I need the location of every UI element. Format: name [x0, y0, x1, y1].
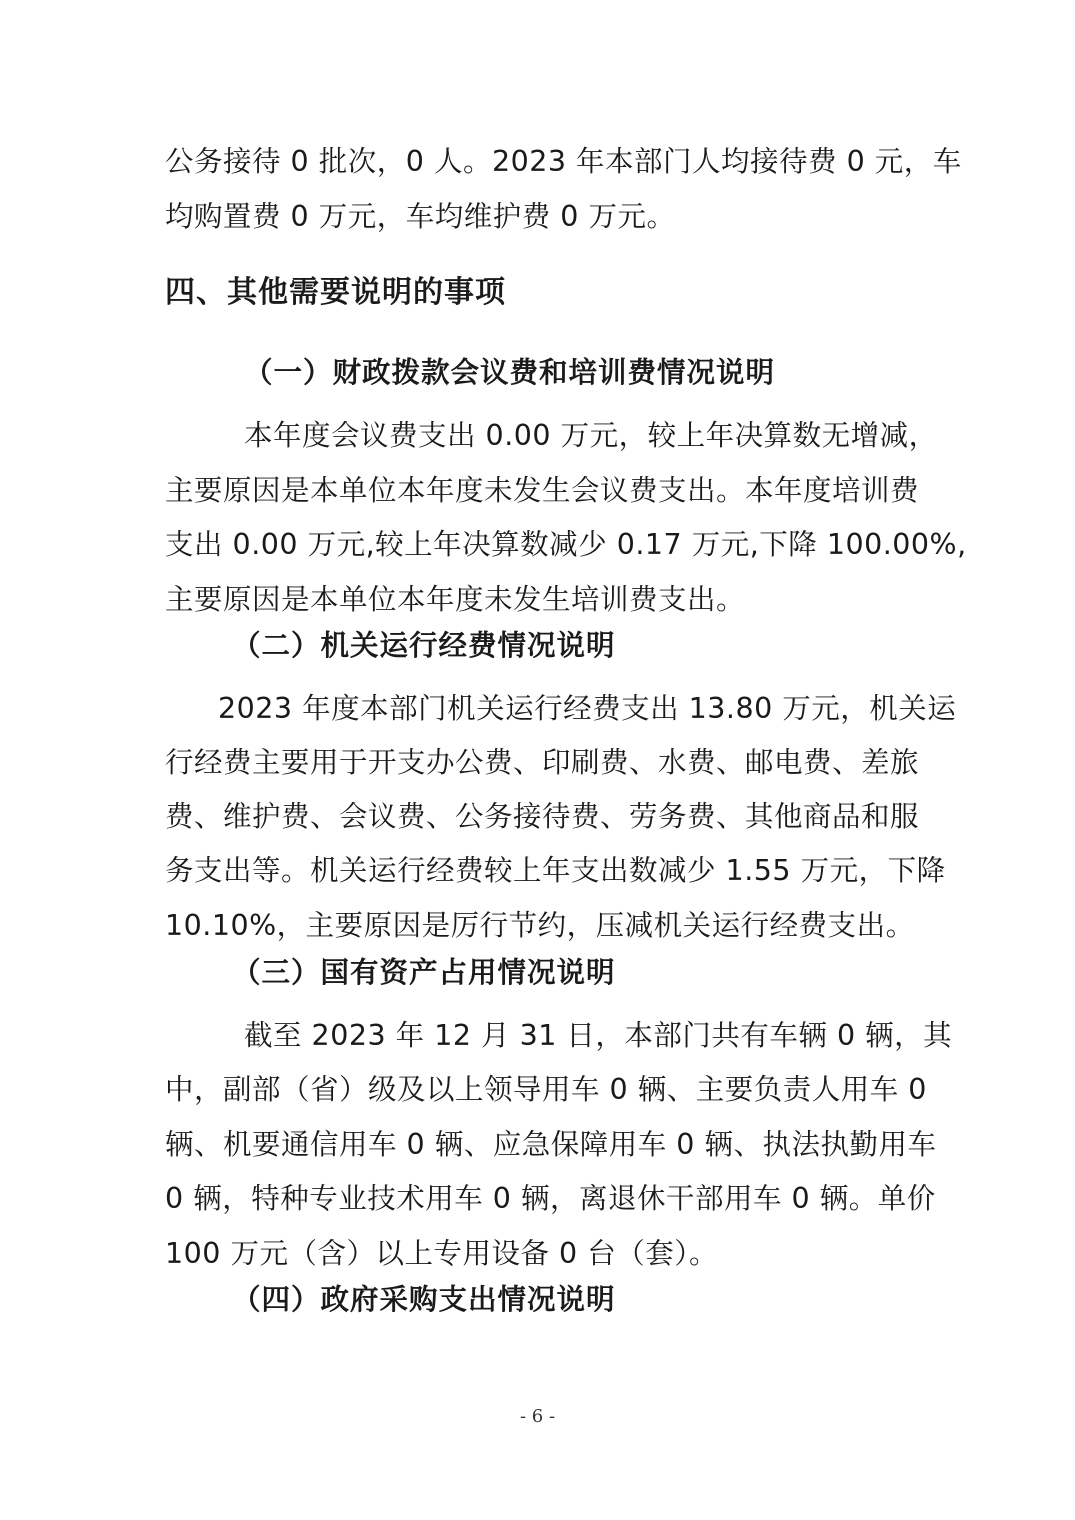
paragraph-line: 主要原因是本单位本年度未发生会议费支出。本年度培训费	[165, 474, 920, 507]
paragraph-line: 公务接待 0 批次，0 人。2023 年本部门人均接待费 0 元，车	[165, 145, 962, 178]
paragraph-line: 10.10%，主要原因是厉行节约，压减机关运行经费支出。	[165, 909, 915, 942]
paragraph-line: 0 辆，特种专业技术用车 0 辆，离退休干部用车 0 辆。单价	[165, 1182, 936, 1215]
paragraph-line: 100 万元（含）以上专用设备 0 台（套）。	[165, 1237, 718, 1270]
paragraph-line: 辆、机要通信用车 0 辆、应急保障用车 0 辆、执法执勤用车	[165, 1128, 937, 1161]
paragraph-line: 支出 0.00 万元,较上年决算数减少 0.17 万元,下降 100.00%,	[165, 528, 967, 561]
page-number: - 6 -	[519, 1406, 556, 1427]
paragraph-line: 费、维护费、会议费、公务接待费、劳务费、其他商品和服	[165, 800, 920, 833]
paragraph-line: 行经费主要用于开支办公费、印刷费、水费、邮电费、差旅	[165, 746, 920, 779]
paragraph-line: 主要原因是本单位本年度未发生培训费支出。	[165, 583, 746, 616]
subsection-heading: （三）国有资产占用情况说明	[232, 956, 616, 989]
paragraph-line: 均购置费 0 万元，车均维护费 0 万元。	[165, 200, 676, 233]
subsection-heading: （二）机关运行经费情况说明	[232, 629, 616, 662]
paragraph-line: 中，副部（省）级及以上领导用车 0 辆、主要负责人用车 0	[165, 1073, 927, 1106]
paragraph-line: 2023 年度本部门机关运行经费支出 13.80 万元，机关运	[218, 692, 957, 725]
paragraph-line: 截至 2023 年 12 月 31 日，本部门共有车辆 0 辆，其	[244, 1019, 953, 1052]
subsection-heading: （一）财政拨款会议费和培训费情况说明	[244, 356, 776, 389]
paragraph-line: 务支出等。机关运行经费较上年支出数减少 1.55 万元，下降	[165, 854, 946, 887]
subsection-heading: （四）政府采购支出情况说明	[232, 1283, 616, 1316]
section-heading: 四、其他需要说明的事项	[165, 275, 506, 310]
paragraph-line: 本年度会议费支出 0.00 万元，较上年决算数无增减，	[244, 419, 938, 452]
